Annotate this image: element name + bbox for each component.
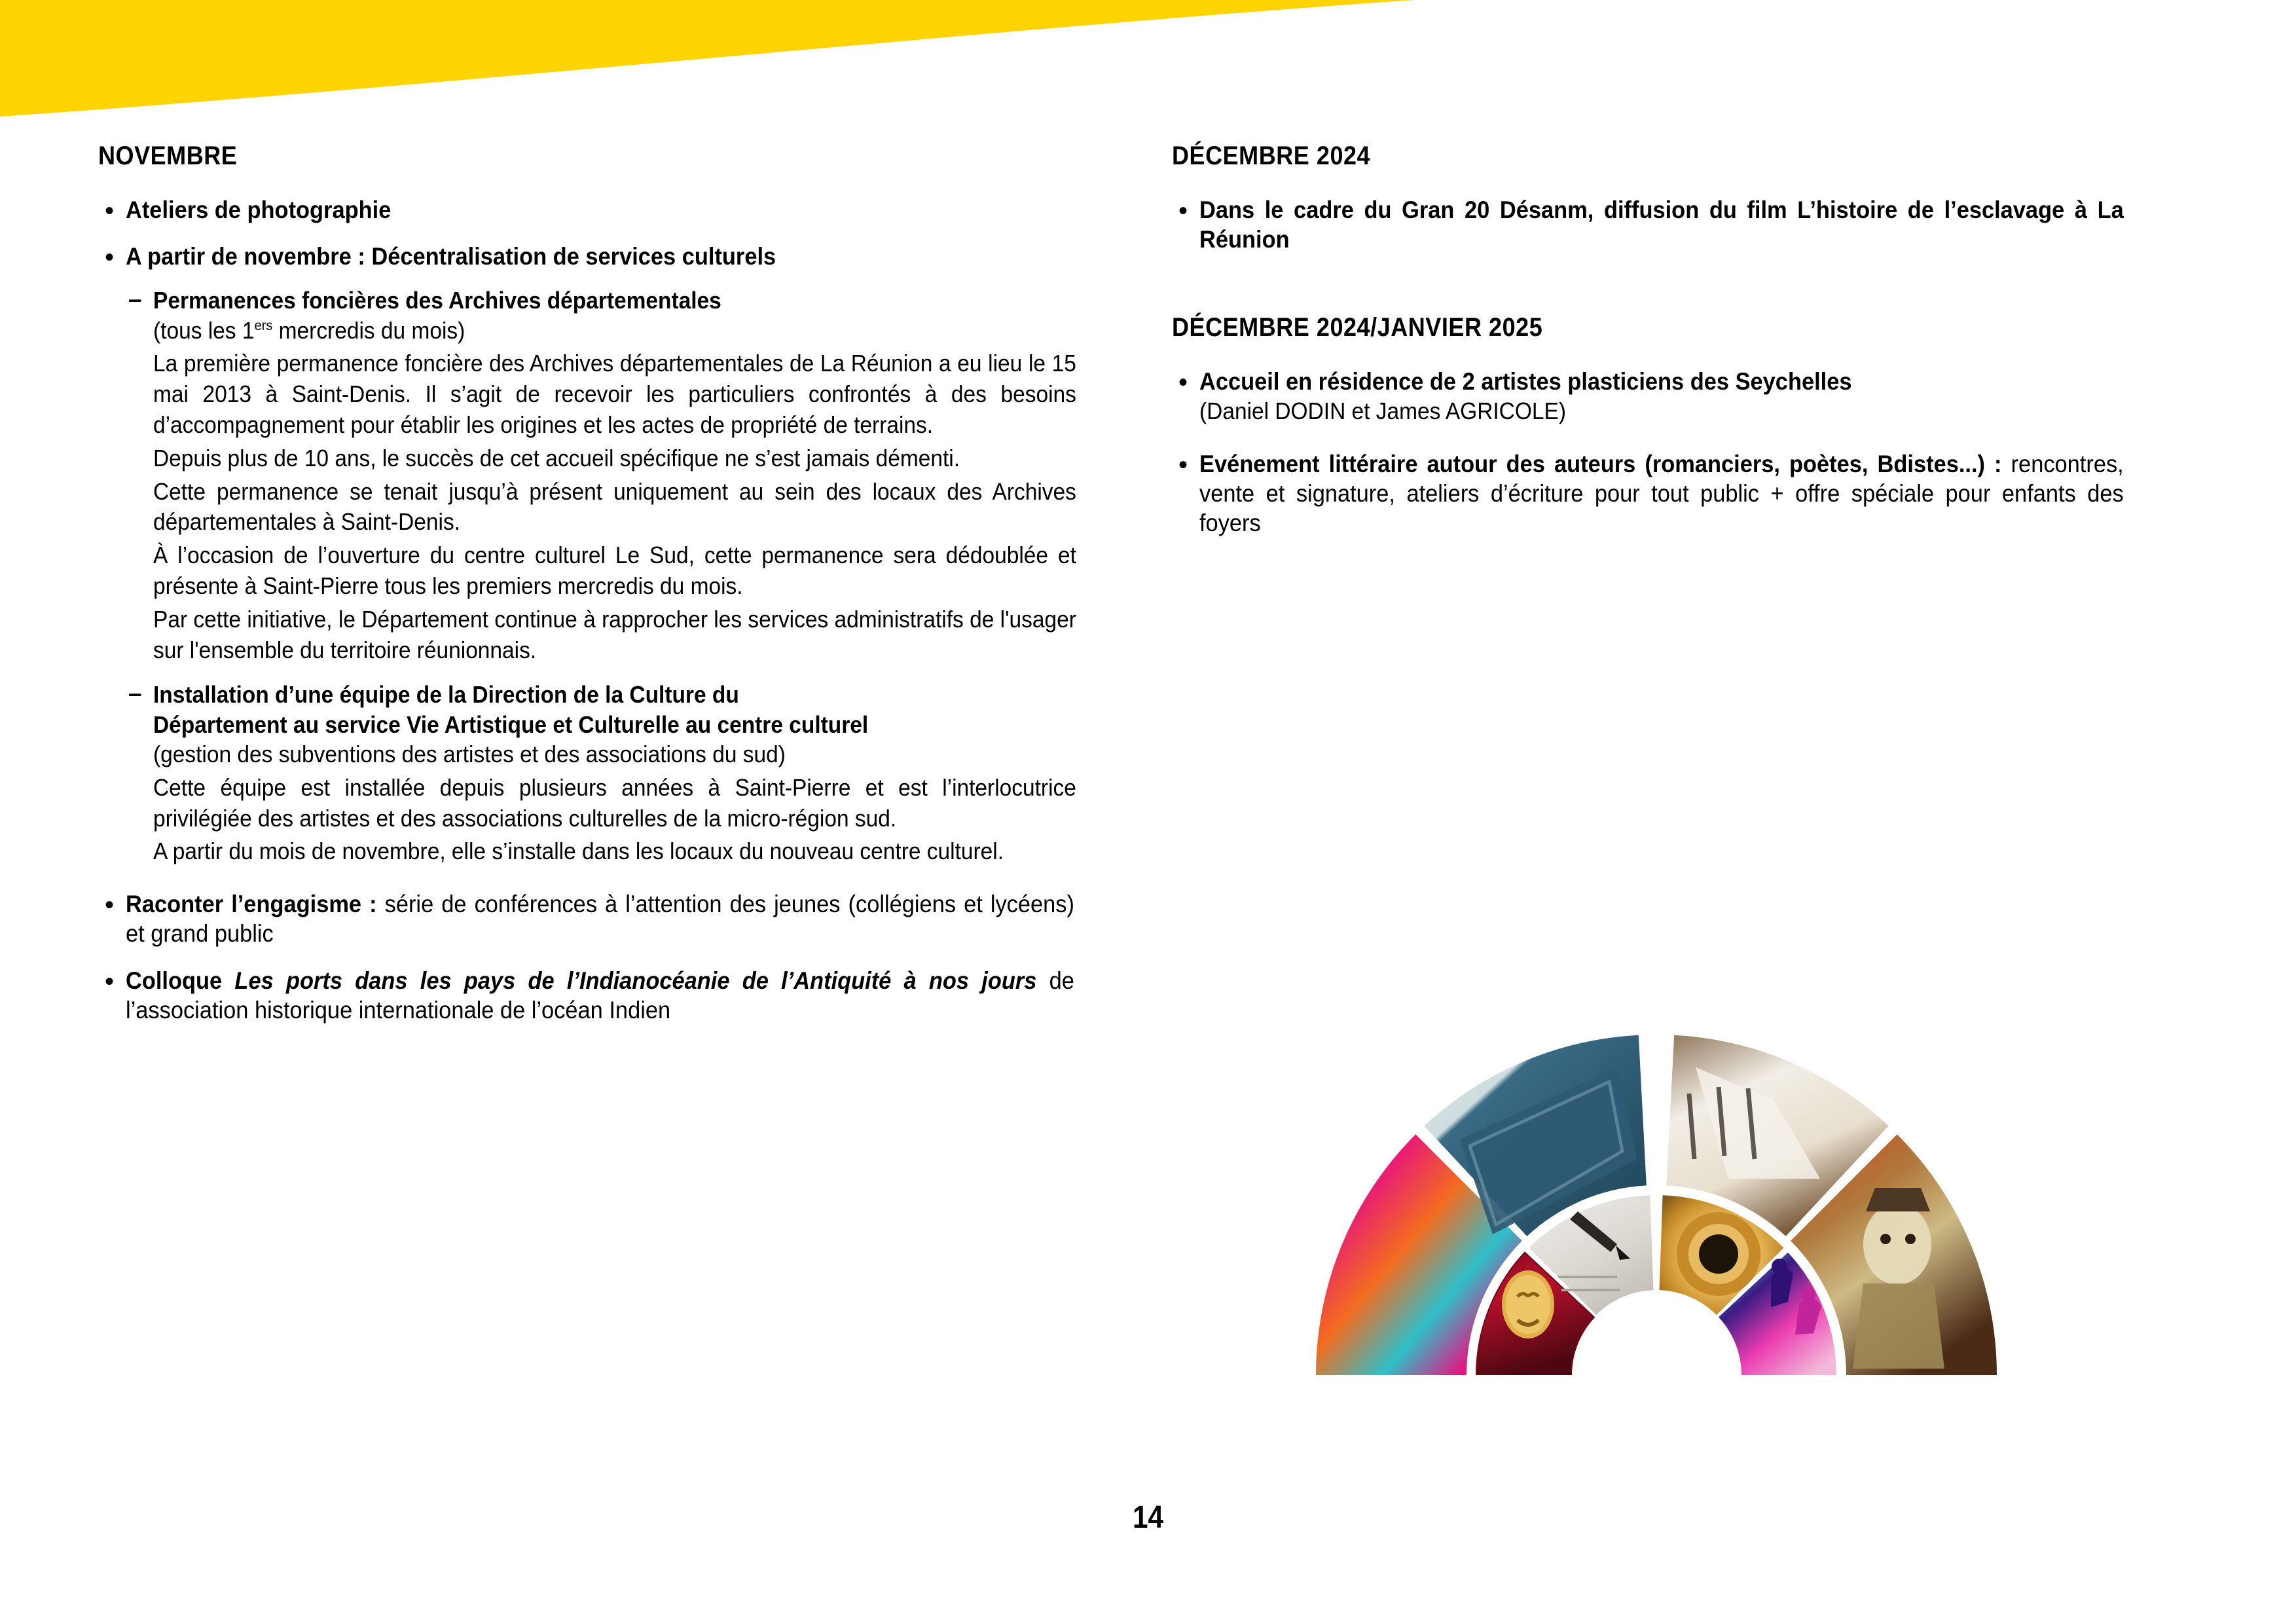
subbullet-title-line-2: Département au service Vie Artistique et Culturelle au centre culturel (153, 710, 869, 738)
bullet-dot-icon: • (105, 891, 115, 920)
left-month-heading: NOVEMBRE (98, 141, 238, 170)
bullet-dot-icon: • (105, 967, 115, 996)
bullet-note: (Daniel DODIN et James AGRICOLE) (1199, 397, 1567, 425)
body-paragraph: A partir du mois de novembre, elle s’installe dans les locaux du nouveau centre culturel. (153, 838, 1004, 865)
right-month-heading-december: DÉCEMBRE 2024 (1172, 141, 1371, 170)
subbullet-installation-equipe (126, 680, 1146, 867)
bullet-label (126, 889, 1074, 948)
bullet-label-rest: de l’association historique internationale de l’océan Indien (126, 967, 1074, 1024)
bullet-label-bold: Colloque (126, 967, 235, 994)
bullet-label (1199, 449, 2124, 538)
note-prefix: (tous les 1 (153, 316, 255, 344)
subbullet-title: Permanences foncières des Archives départementales (153, 287, 721, 314)
subbullet-note (153, 316, 1076, 346)
bullet-dot-icon: • (1178, 368, 1188, 397)
bullet-dot-icon: • (105, 196, 115, 225)
left-content-column (98, 143, 1146, 1042)
subbullet-title-line-1: Installation d’une équipe de la Direction de la Culture du (153, 681, 739, 709)
bullet-raconter-engagisme (98, 889, 1146, 948)
right-month-heading-december-january: DÉCEMBRE 2024/JANVIER 2025 (1172, 313, 1543, 342)
yellow-header-decoration (0, 0, 1414, 131)
note-suffix: mercredis du mois) (272, 316, 465, 344)
bullet-label (126, 966, 1074, 1025)
body-paragraph: À l’occasion de l’ouverture du centre culturel Le Sud, cette permanence sera dédoublée et présente à Saint-Pierre tous les premiers mercredis du mois. (153, 542, 1076, 599)
body-paragraph: Depuis plus de 10 ans, le succès de cet accueil spécifique ne s’est jamais démenti. (153, 444, 960, 471)
bullet-label-rest: rencontres, vente et signature, ateliers d’écriture pour tout public + offre spéciale pour enfants des foyers (1199, 451, 2124, 537)
page-number: 14 (1133, 1500, 1163, 1535)
bullet-gran-20-desanm (1172, 195, 2193, 254)
bullet-evenement-litteraire (1172, 449, 2193, 538)
body-paragraph: Par cette initiative, le Département continue à rapprocher les services administratifs de l'usager sur l'ensemble du territoire réunionnais. (153, 605, 1076, 663)
bullet-label: A partir de novembre : Décentralisation de services culturels (126, 243, 776, 270)
cultural-photo-collage (1159, 851, 2154, 1375)
bullet-label: Dans le cadre du Gran 20 Désanm, diffusion du film L’histoire de l’esclavage à La Réunion (1199, 196, 2124, 253)
bullet-dot-icon: • (105, 243, 115, 272)
right-content-column (1172, 143, 2193, 555)
dash-bullet-icon: – (128, 286, 142, 313)
note-superscript: ers (254, 316, 273, 333)
bullet-dot-icon: • (1178, 451, 1188, 480)
subbullet-permanences-foncieres (126, 286, 1146, 665)
bullet-label-bold: Raconter l’engagisme : (126, 891, 377, 918)
bullet-label-rest: série de conférences à l’attention des jeunes (collégiens et lycéens) et grand public (126, 891, 1074, 948)
bullet-decentralisation (98, 242, 1146, 867)
bullet-label-bold: Evénement littéraire autour des auteurs (romanciers, poètes, Bdistes...) : (1199, 451, 2002, 478)
bullet-label-title-italic: Les ports dans les pays de l’Indianocéanie de l’Antiquité à nos jours (234, 967, 1037, 994)
body-paragraph: Cette équipe est installée depuis plusieurs années à Saint-Pierre et est l’interlocutrice privilégiée des artistes et des associations culturelles de la micro-région sud. (153, 773, 1076, 832)
bullet-label: Accueil en résidence de 2 artistes plasticiens des Seychelles (1199, 368, 1852, 396)
bullet-ateliers-photographie (98, 195, 1146, 225)
dash-bullet-icon: – (128, 680, 142, 707)
bullet-accueil-residence (1172, 367, 2193, 427)
bullet-colloque-les-ports (98, 966, 1146, 1025)
body-paragraph: Cette permanence se tenait jusqu’à présent uniquement au sein des locaux des Archives départementales à Saint-Denis. (153, 477, 1076, 536)
bullet-dot-icon: • (1178, 196, 1188, 225)
body-paragraph: La première permanence foncière des Archives départementales de La Réunion a eu lieu le 15 mai 2013 à Saint-Denis. Il s’agit de recevoir les particuliers confrontés à des besoins d’accompagnement pour établir les origines et les actes de propriété de terrains. (153, 350, 1076, 438)
subbullet-note: (gestion des subventions des artistes et des associations du sud) (153, 741, 786, 768)
bullet-label: Ateliers de photographie (126, 196, 392, 223)
